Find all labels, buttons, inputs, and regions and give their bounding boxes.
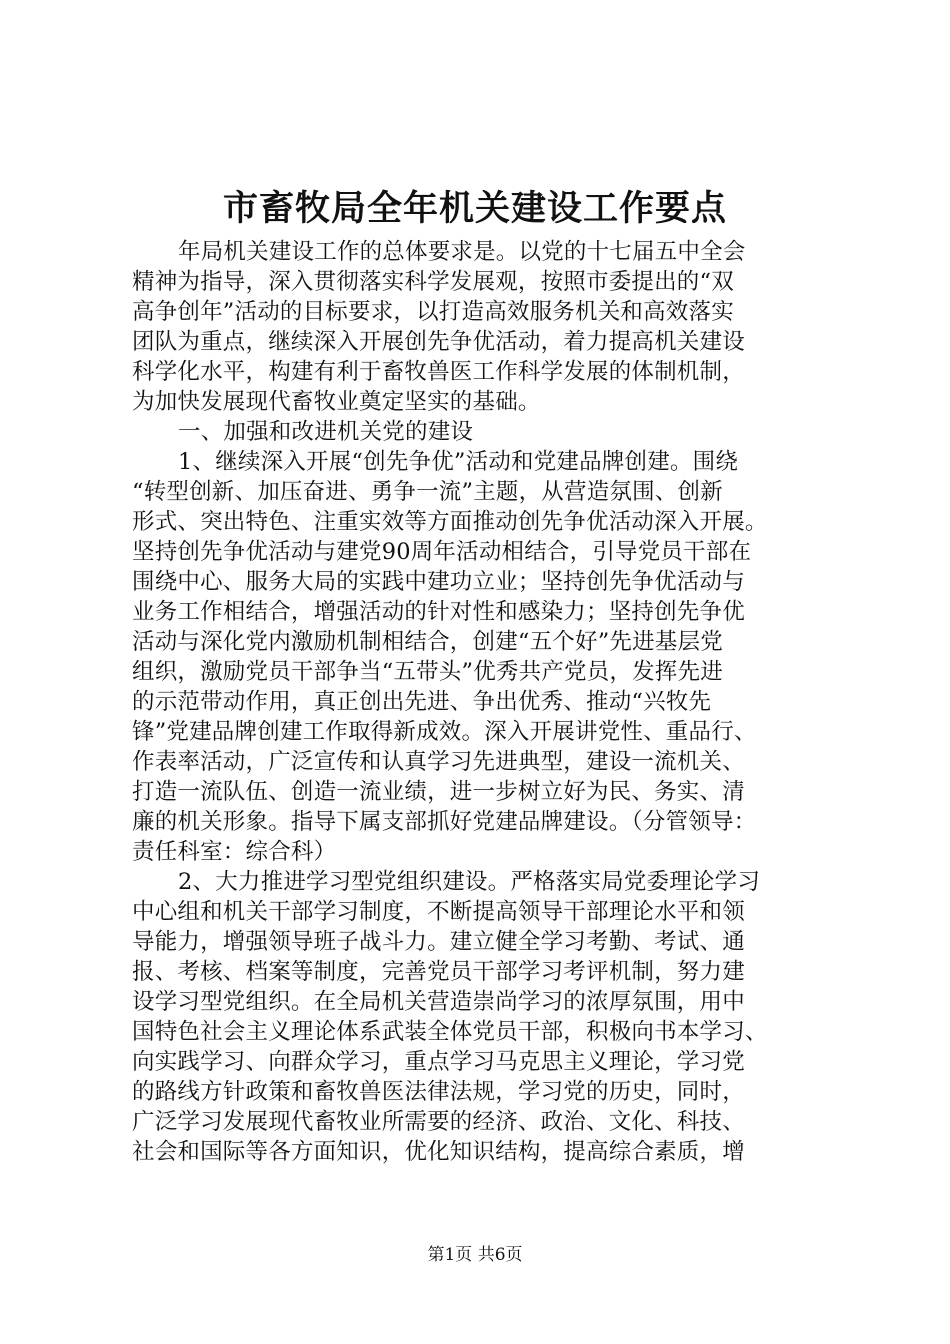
text-line: 廉的机关形象。指导下属支部抓好党建品牌建设。（分管领导：: [132, 809, 757, 835]
text-line: 为加快发展现代畜牧业奠定坚实的基础。: [132, 389, 541, 415]
text-line: 国特色社会主义理论体系武装全体党员干部，积极向书本学习、: [132, 1019, 768, 1045]
text-line: 围绕中心、服务大局的实践中建功立业；坚持创先争优活动与: [132, 569, 745, 595]
text-line: 广泛学习发展现代畜牧业所需要的经济、政治、文化、科技、: [132, 1109, 745, 1135]
text-line: 活动与深化党内激励机制相结合，创建“五个好”先进基层党: [132, 629, 723, 655]
text-line: 设学习型党组织。在全局机关营造崇尚学习的浓厚氛围，用中: [132, 989, 745, 1015]
text-line: 年局机关建设工作的总体要求是。以党的十七届五中全会: [178, 239, 746, 265]
text-line: 组织，激励党员干部争当“五带头”优秀共产党员，发挥先进: [132, 659, 723, 685]
text-line: 打造一流队伍、创造一流业绩，进一步树立好为民、务实、清: [132, 779, 745, 805]
text-line: 社会和国际等各方面知识，优化知识结构，提高综合素质，增: [132, 1139, 745, 1165]
text-line: 1、继续深入开展“创先争优”活动和党建品牌创建。围绕: [178, 449, 739, 475]
text-line: 2、大力推进学习型党组织建设。严格落实局党委理论学习: [178, 869, 761, 895]
text-line: 坚持创先争优活动与建党90周年活动相结合，引导党员干部在: [132, 539, 752, 565]
text-line: 精神为指导，深入贯彻落实科学发展观，按照市委提出的“双: [132, 269, 734, 295]
text-line: 报、考核、档案等制度，完善党员干部学习考评机制，努力建: [132, 959, 745, 985]
text-line: 科学化水平，构建有利于畜牧兽医工作科学发展的体制机制，: [132, 359, 745, 385]
text-line: 向实践学习、向群众学习，重点学习马克思主义理论，学习党: [132, 1049, 745, 1075]
text-line: 高争创年”活动的目标要求，以打造高效服务机关和高效落实: [132, 299, 734, 325]
text-line: 一、加强和改进机关党的建设: [178, 419, 474, 445]
text-line: “转型创新、加压奋进、勇争一流”主题，从营造氛围、创新: [132, 479, 723, 505]
text-line: 导能力，增强领导班子战斗力。建立健全学习考勤、考试、通: [132, 929, 745, 955]
document-body: [132, 237, 832, 1167]
text-line: 责任科室：综合科）: [132, 839, 337, 865]
document-title: 市畜牧局全年机关建设工作要点: [222, 188, 727, 229]
text-line: 形式、突出特色、注重实效等方面推动创先争优活动深入开展。: [132, 509, 768, 535]
text-line: 团队为重点，继续深入开展创先争优活动，着力提高机关建设: [132, 329, 745, 355]
text-line: 的路线方针政策和畜牧兽医法律法规，学习党的历史，同时，: [132, 1079, 745, 1105]
text-line: 业务工作相结合，增强活动的针对性和感染力；坚持创先争优: [132, 599, 745, 625]
text-line: 的示范带动作用，真正创出先进、争出优秀、推动“兴牧先: [132, 689, 712, 715]
text-line: 锋”党建品牌创建工作取得新成效。深入开展讲党性、重品行、: [132, 719, 757, 745]
page-footer: 第1页 共6页: [427, 1245, 523, 1265]
text-line: 作表率活动，广泛宣传和认真学习先进典型，建设一流机关、: [132, 749, 745, 775]
text-line: 中心组和机关干部学习制度，不断提高领导干部理论水平和领: [132, 899, 745, 925]
